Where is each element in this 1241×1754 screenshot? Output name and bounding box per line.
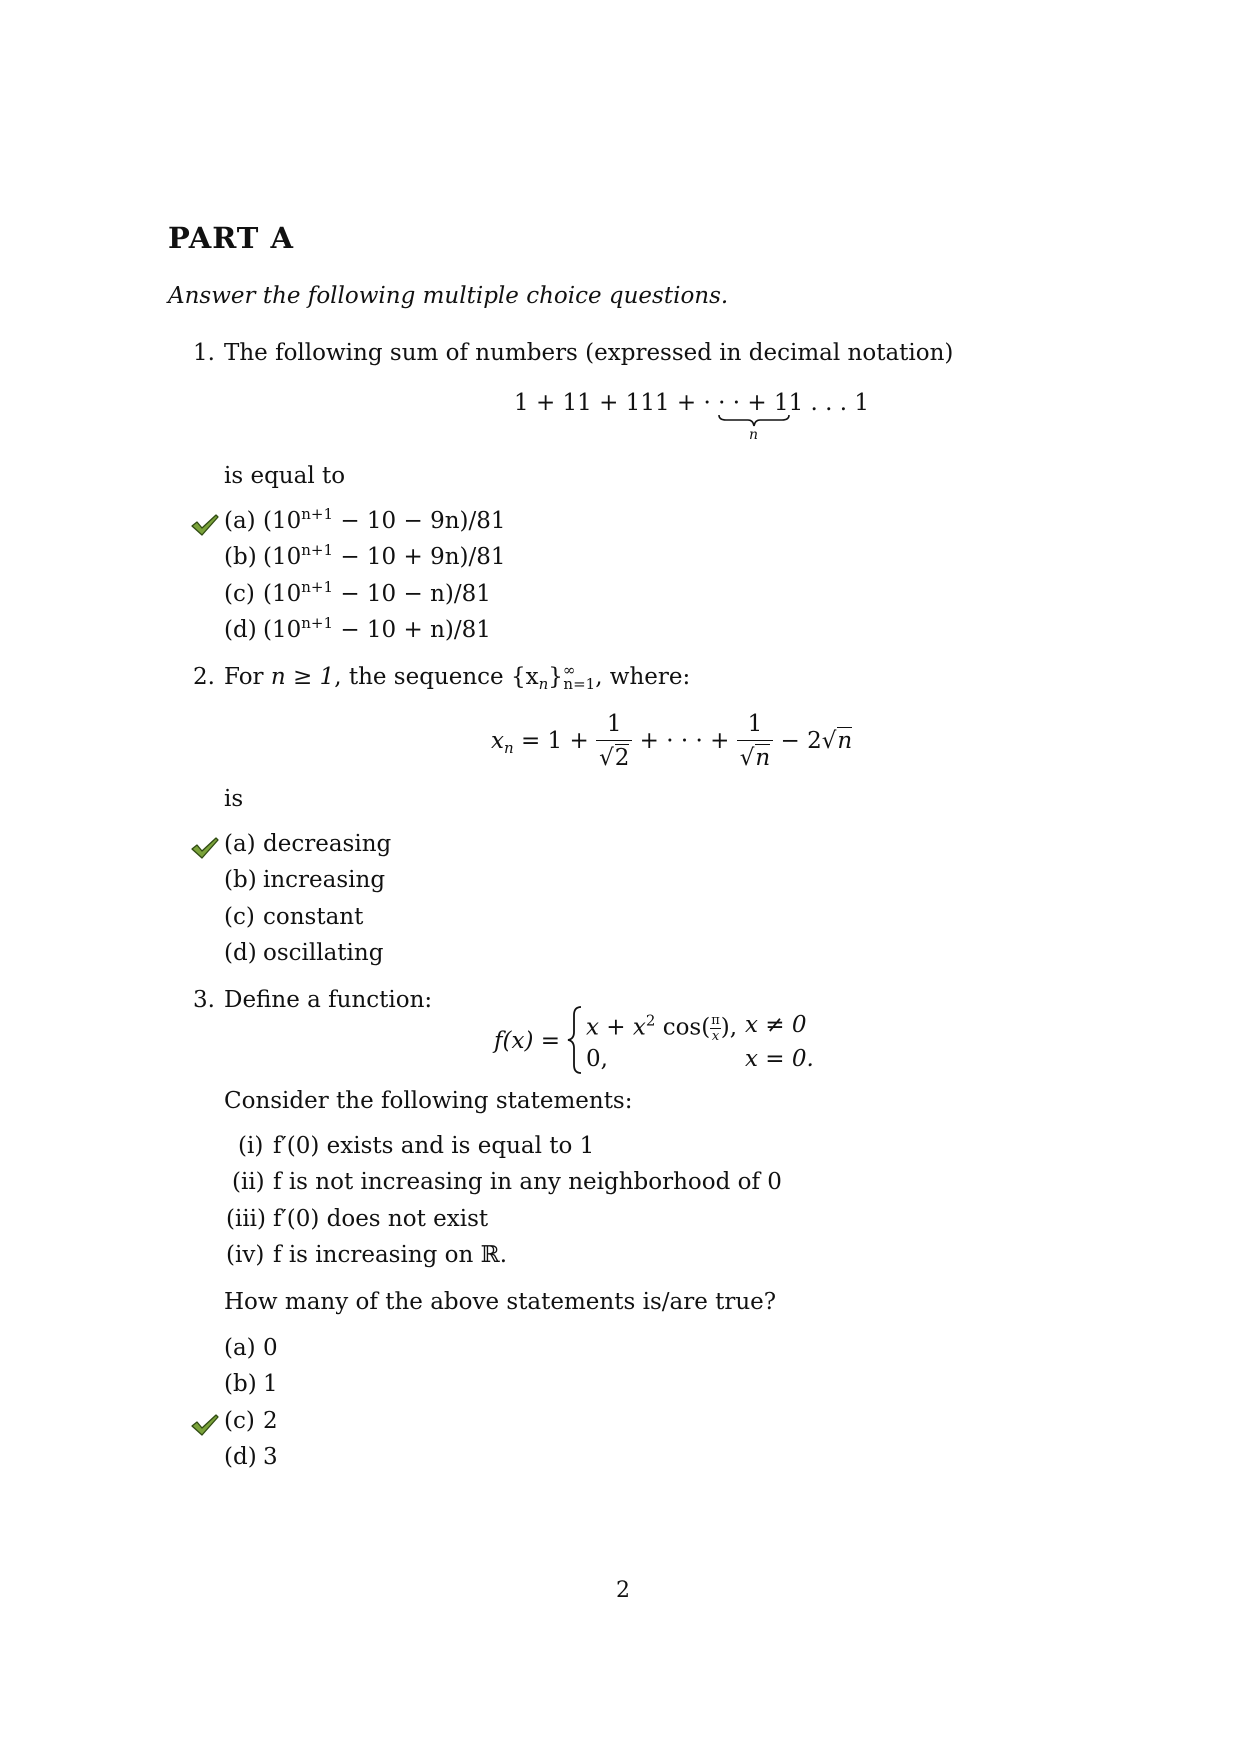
option-label: (c) [224,904,255,930]
option-label: (b) [224,1371,257,1397]
option-text: decreasing [263,831,392,857]
option-text: $(10^{n+1} - 10 + 9n)/81$ [263,541,506,570]
option-text: $(10^{n+1} - 10 - 9n)/81$ [263,505,506,534]
q3-case2-expr: 0, [586,1046,608,1072]
option-text: 0 [263,1335,278,1361]
q1-formula-brace-top: 11 . . . 1 [773,390,870,416]
statement-label: (i) [238,1133,264,1159]
q1-formula [514,392,869,415]
q1-brace-label: n [749,427,759,443]
q2-text: For n ≥ 1, the sequence $\{x_n\}^\infty_{n=1}$, where: [224,661,691,693]
statement-text: f′(0) exists and is equal to 1 [273,1133,595,1159]
q3-fx: f(x) = [494,1028,561,1054]
option-label: (b) [224,544,257,570]
q3-case1-expr: $x + x^2$ cos( $\frac{\pi}{x}$ ), [586,1011,738,1044]
checkmark-icon [190,513,220,537]
option-label: (a) [224,508,256,534]
statement-text: f is not increasing in any neighborhood of 0 [273,1169,782,1195]
statement-text: f′(0) does not exist [273,1206,489,1232]
option-label: (b) [224,867,257,893]
option-text: $(10^{n+1} - 10 + n)/81$ [263,614,491,643]
option-label: (c) [224,581,255,607]
statement-label: (ii) [232,1169,265,1195]
option-label: (d) [224,1444,257,1470]
q2-formula: $x_n = 1$ + $\frac{1}{√2}$ + · · · + $\frac{1}{√n}$ − 2√n [491,711,853,772]
q1-text: The following sum of numbers (expressed in decimal notation) [224,340,954,366]
q2-number: 2. [193,664,215,690]
option-label: (d) [224,940,257,966]
part-title: PART A [168,221,294,255]
q3-consider-text: Consider the following statements: [224,1088,633,1114]
frac-1-over-sqrt2: $\frac{1}{√2}$ [596,712,632,772]
q3-case2-cond: x = 0. [745,1046,814,1072]
option-label: (d) [224,617,257,643]
option-text: 1 [263,1371,278,1397]
checkmark-icon [190,836,220,860]
option-text: 3 [263,1444,278,1470]
q3-number: 3. [193,987,215,1013]
instruction-text: Answer the following multiple choice questions. [168,283,729,309]
option-text: constant [263,904,364,930]
option-text: 2 [263,1408,278,1434]
q1-formula-left: 1 + 11 + 111 + · · · + [514,390,774,416]
option-text: oscillating [263,940,384,966]
statement-label: (iv) [226,1242,265,1268]
frac-1-over-sqrtn: $\frac{1}{√n}$ [737,712,773,772]
option-label: (c) [224,1408,255,1434]
statement-label: (iii) [226,1206,267,1232]
left-brace-icon [566,1005,584,1075]
underbrace-icon [718,414,790,428]
q3-question-text: How many of the above statements is/are true? [224,1289,777,1315]
q3-text: Define a function: [224,987,433,1013]
option-text: increasing [263,867,386,893]
q1-number: 1. [193,340,215,366]
page-number: 2 [616,1578,630,1603]
q3-case1-cond: x ≠ 0 [745,1012,807,1038]
checkmark-icon [190,1413,220,1437]
statement-text: f is increasing on ℝ. [273,1242,508,1268]
option-text: $(10^{n+1} - 10 - n)/81$ [263,578,491,607]
option-label: (a) [224,1335,256,1361]
q1-after-text: is equal to [224,463,346,489]
q2-after-text: is [224,786,244,812]
option-label: (a) [224,831,256,857]
